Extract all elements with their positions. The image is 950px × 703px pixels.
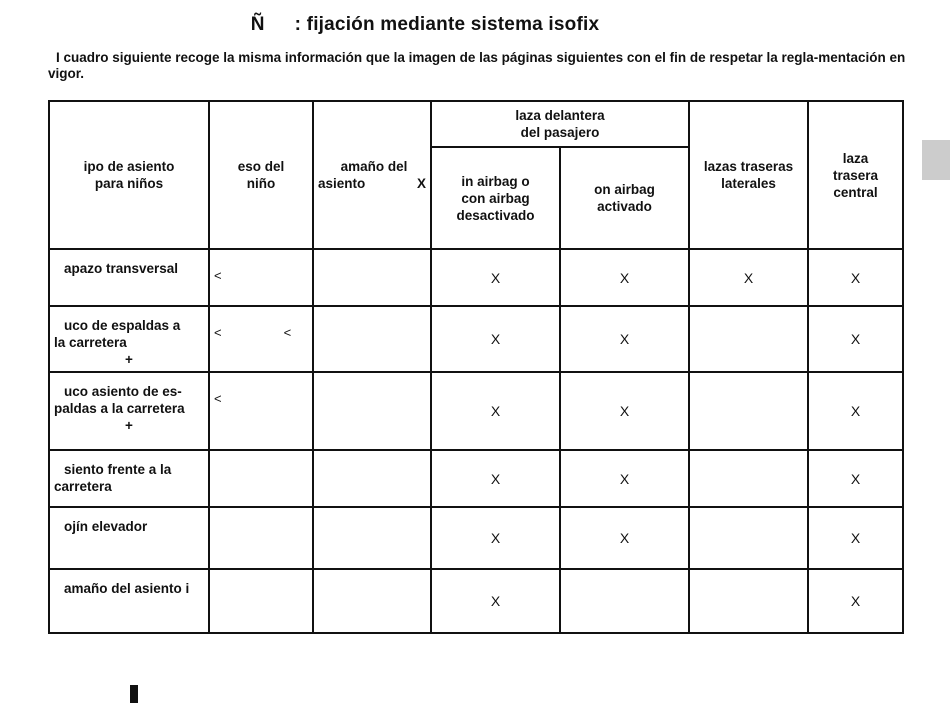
row-weight: < < [209,306,313,372]
table-body [49,249,903,633]
row-weight [209,450,313,507]
row-front-no-airbag-mark: X [431,450,560,507]
row-rear-lateral-mark [689,372,808,450]
header-size-mark: X [416,176,426,191]
title-lead: Ñ [250,14,265,35]
header-front-airbag: on airbag activado [560,147,689,249]
row-front-no-airbag-mark: X [431,507,560,569]
row-size [313,450,431,507]
row-seat-type: apazo transversal [49,249,209,306]
row-size [313,569,431,633]
row-front-no-airbag-mark: X [431,569,560,633]
row-size [313,249,431,306]
table-row [49,372,903,450]
row-rear-central-mark: X [808,450,903,507]
row-weight [209,569,313,633]
header-rear-central: laza trasera central [808,101,903,249]
row-rear-central-mark: X [808,507,903,569]
row-size [313,306,431,372]
row-size [313,507,431,569]
row-rear-central-mark: X [808,372,903,450]
header-size: amaño del asiento X [313,101,431,249]
isofix-table [48,100,904,634]
row-rear-central-mark: X [808,249,903,306]
row-front-airbag-mark: X [560,249,689,306]
row-rear-lateral-mark [689,450,808,507]
row-rear-central-mark: X [808,306,903,372]
table-row [49,507,903,569]
row-front-airbag-mark: X [560,306,689,372]
row-seat-type: uco de espaldas a la carretera + [49,306,209,372]
header-rear-lateral: lazas traseras laterales [689,101,808,249]
row-weight: < [209,249,313,306]
title-text: : fijación mediante sistema isofix [294,14,600,35]
table-row [49,306,903,372]
row-front-airbag-mark: X [560,507,689,569]
footer-mark [130,685,138,703]
header-front-no-airbag: in airbag o con airbag desactivado [431,147,560,249]
row-front-no-airbag-mark: X [431,372,560,450]
row-weight: < [209,372,313,450]
row-seat-type: uco asiento de es- paldas a la carretera + [49,372,209,450]
row-size [313,372,431,450]
table-row [49,569,903,633]
row-seat-type: ojín elevador [49,507,209,569]
row-seat-type: amaño del asiento i [49,569,209,633]
page-title [0,14,850,36]
header-weight: eso del niño [209,101,313,249]
row-rear-lateral-mark [689,306,808,372]
side-section-tab [922,140,950,180]
row-weight [209,507,313,569]
row-rear-lateral-mark [689,569,808,633]
row-rear-lateral-mark [689,507,808,569]
table-row [49,450,903,507]
header-front-passenger: laza delantera del pasajero [431,101,689,147]
header-seat-type: ipo de asiento para niños [49,101,209,249]
row-front-airbag-mark: X [560,372,689,450]
row-front-airbag-mark: X [560,450,689,507]
row-seat-type: siento frente a la carretera [49,450,209,507]
row-front-airbag-mark [560,569,689,633]
row-front-no-airbag-mark: X [431,249,560,306]
intro-paragraph: I cuadro siguiente recoge la misma información que la imagen de las páginas siguientes con el fin de respetar la regla-mentación en vigor. [48,50,906,81]
row-front-no-airbag-mark: X [431,306,560,372]
row-rear-central-mark: X [808,569,903,633]
table-row [49,249,903,306]
row-rear-lateral-mark: X [689,249,808,306]
